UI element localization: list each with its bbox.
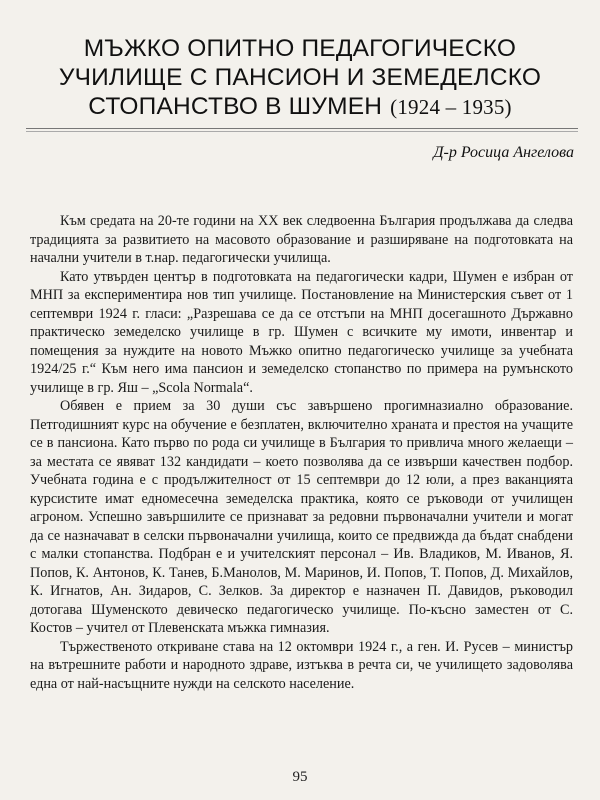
paragraph-3: Обявен е прием за 30 души със завършено прогимназиално образование. Петгодишният курс на обучение е безплатен, включително храната и престоя на учащите се в пансиона. Като първо по рода си училище в България то привлича много желаещи – за местата се явяват 132 кандидати – което позволява да се извърши качествен подбор. Учебната година е с продължителност от 15 септември до 12 юли, а през ваканцията курсистите имат едномесечна земеделска практика, която се ръководи от училищен агроном. Успешно завършилите се признават за редовни първоначални учители и могат да се назначават в селски първоначални училища, които се предвижда да бъдат снабдени с малки стопанства. Подбран е и учителският персонал – Ив. Владиков, М. Иванов, Я. Попов, К. Антонов, К. Танев, Б.Манолов, М. Маринов, И. Попов, Т. Попов, Д. Михайлов, К. Игнатов, Ан. Зидаров, С. Зелков. За директор е назначен П. Давидов, ръководил дотогава Шуменското девическо педагогическо училище. По-късно заместен от С. Костов – учител от Плевенската мъжка гимназия. <box>30 398 573 636</box>
paragraph-1: Към средата на 20-те години на XX век следвоенна България продължава да следва традицията за развитието на масовото образование и разширяване на подготовката на начални учители в т.нар. педагогически училища. <box>30 213 573 266</box>
paragraph-4: Тържественото откриване става на 12 октомври 1924 г., а ген. И. Русев – министър на вътрешните работи и народното здраве, изтъква в речта си, че училището задоволява една от най-насъщните нужди на селското население. <box>30 638 573 692</box>
title-line-3 <box>30 92 570 122</box>
title-line-1: МЪЖКО ОПИТНО ПЕДАГОГИЧЕСКО <box>83 35 517 63</box>
title-years: (1924 – 1935) <box>390 95 512 120</box>
article-title <box>30 34 570 122</box>
title-line-2: УЧИЛИЩЕ С ПАНСИОН И ЗЕМЕДЕЛСКО <box>58 64 542 92</box>
author-name: Д-р Росица Ангелова <box>433 144 574 161</box>
title-line-3-text: СТОПАНСТВО В ШУМЕН <box>88 93 383 121</box>
title-divider <box>26 128 578 132</box>
article-body <box>30 212 573 693</box>
paragraph-2: Като утвърден център в подготовката на педагогически кадри, Шумен е избран от МНП за експериментира нов тип училище. Постановление на Министерския съвет от 1 септември 1924 г. гласи: „Разрешава се да се отстъпи на МНП досегашното Държавно практическо земеделско училище в гр. Шумен с всичките му имоти, инвентар и помещения за нуждите на новото Мъжко опитно педагогическо училище за учебната 1924/25 г.“ Към него има пансион и земеделско стопанство по примера на румънското училище в гр. Яш – „Scola Normala“. <box>30 268 573 396</box>
page-number: 95 <box>292 769 308 785</box>
